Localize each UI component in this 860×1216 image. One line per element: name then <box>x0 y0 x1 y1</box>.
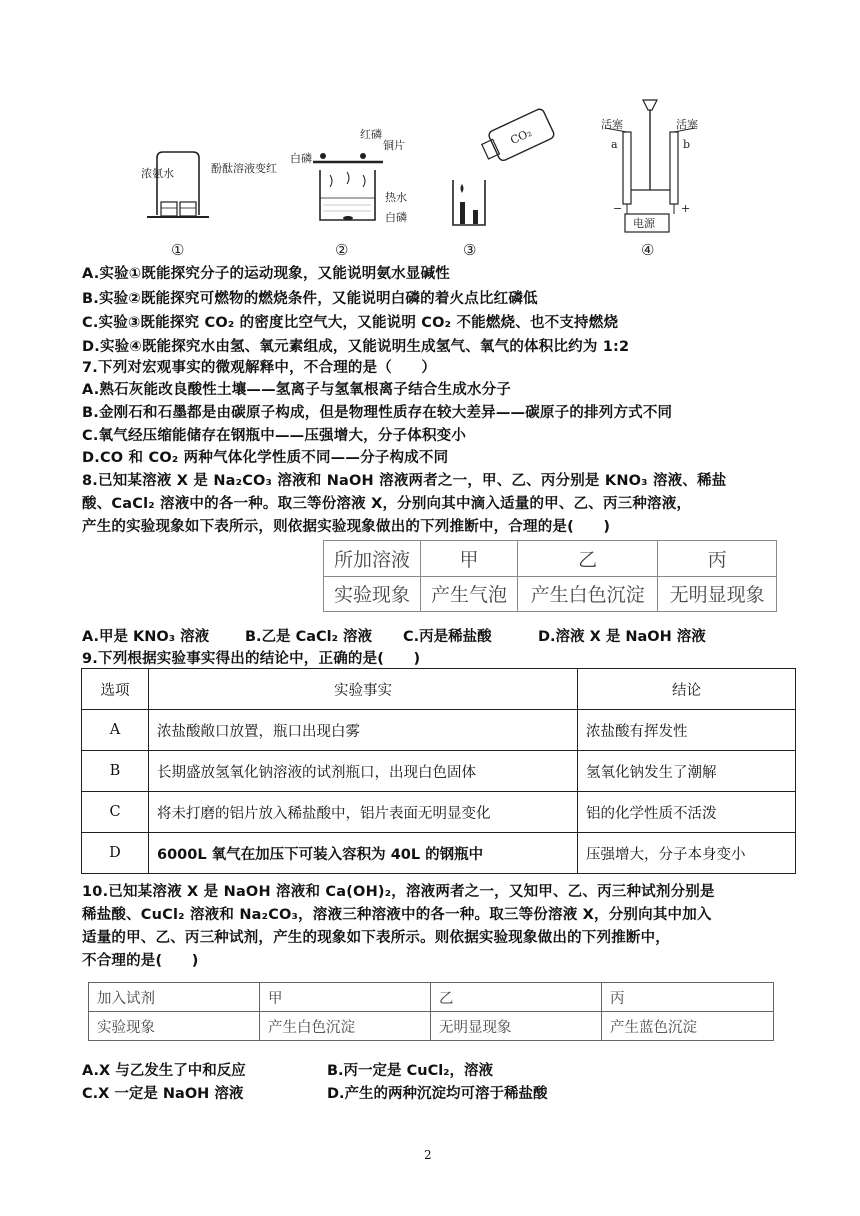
q9-cell: C <box>82 792 149 833</box>
q8-option-a: A.甲是 KNO₃ 溶液 <box>82 629 210 645</box>
q10-header-cell: 乙 <box>431 983 602 1012</box>
q8-cell: 无明显现象 <box>658 576 777 612</box>
q8-header-cell: 甲 <box>420 541 517 577</box>
q10-stem-line-1: 10.已知某溶液 X 是 NaOH 溶液和 Ca(OH)₂，溶液两者之一，又知甲、乙、丙三种试剂分别是 <box>82 884 715 900</box>
table-row <box>82 792 796 833</box>
q6-option-d: D.实验④既能探究水由氢、氧元素组成，又能说明生成氢气、氧气的体积比约为 1:2 <box>82 339 630 355</box>
q10-stem-line-4: 不合理的是( ) <box>82 953 199 969</box>
q9-header-cell: 实验事实 <box>149 669 578 710</box>
experiment-figure <box>135 90 698 260</box>
q8-cell: 产生气泡 <box>420 576 517 612</box>
q8-stem-line-1: 8.已知某溶液 X 是 Na₂CO₃ 溶液和 NaOH 溶液两者之一，甲、乙、丙分别是 KNO₃ 溶液、稀盐 <box>82 473 727 489</box>
q9-cell: 6000L 氧气在加压下可装入容积为 40L 的钢瓶中 <box>149 833 578 874</box>
q7-option-d: D.CO 和 CO₂ 两种气体化学性质不同——分子构成不同 <box>82 450 449 466</box>
exp4-plus-label: + <box>681 202 691 215</box>
q9-cell: 浓盐酸敞口放置，瓶口出现白雾 <box>149 710 578 751</box>
exp2-copper-label: 铜片 <box>383 139 405 152</box>
q9-cell: B <box>82 751 149 792</box>
exp1-left-label: 浓氨水 <box>141 167 174 180</box>
q8-cell: 实验现象 <box>324 576 421 612</box>
exp2-water-label: 热水 <box>385 191 407 204</box>
table-row <box>89 1012 774 1041</box>
experiment-1-apparatus <box>141 152 277 217</box>
q10-cell: 产生蓝色沉淀 <box>602 1012 774 1041</box>
q10-cell: 无明显现象 <box>431 1012 602 1041</box>
q9-table <box>81 668 796 874</box>
q10-cell: 实验现象 <box>89 1012 260 1041</box>
q7-option-a: A.熟石灰能改良酸性土壤——氢离子与氢氧根离子结合生成水分子 <box>82 382 511 398</box>
exp4-stopcock-left-label: 活塞 <box>601 118 623 131</box>
q9-cell: A <box>82 710 149 751</box>
page-number: 2 <box>424 1148 432 1162</box>
exp2-top-left-label: 白磷 <box>290 152 312 165</box>
q10-header-cell: 丙 <box>602 983 774 1012</box>
exp4-stopcock-right-label: 活塞 <box>676 118 698 131</box>
q9-cell: 压强增大，分子本身变小 <box>578 833 796 874</box>
caption-4: ④ <box>641 241 655 259</box>
caption-1: ① <box>171 241 185 259</box>
q9-cell: 长期盛放氢氧化钠溶液的试剂瓶口，出现白色固体 <box>149 751 578 792</box>
q9-cell: 浓盐酸有挥发性 <box>578 710 796 751</box>
q10-header-cell: 加入试剂 <box>89 983 260 1012</box>
q8-option-b: B.乙是 CaCl₂ 溶液 <box>245 629 373 645</box>
exp2-top-right-label: 红磷 <box>360 128 382 141</box>
q9-stem: 9.下列根据实验事实得出的结论中，正确的是( ) <box>82 651 421 667</box>
q8-option-d: D.溶液 X 是 NaOH 溶液 <box>538 629 706 645</box>
exp4-b-label: b <box>683 138 691 151</box>
q8-stem-line-2: 酸、CaCl₂ 溶液中的各一种。取三等份溶液 X，分别向其中滴入适量的甲、乙、丙三种溶液， <box>82 496 692 512</box>
q8-table <box>323 540 777 612</box>
q10-option-d: D.产生的两种沉淀均可溶于稀盐酸 <box>327 1086 548 1102</box>
q8-header-cell: 所加溶液 <box>324 541 421 577</box>
experiment-4-apparatus <box>601 100 698 232</box>
q9-cell: 氢氧化钠发生了潮解 <box>578 751 796 792</box>
q9-cell: 将未打磨的铝片放入稀盐酸中，铝片表面无明显变化 <box>149 792 578 833</box>
q9-cell: D <box>82 833 149 874</box>
q10-options-row-2 <box>82 1082 548 1103</box>
table-row <box>82 833 796 874</box>
exp3-gas-label: CO₂ <box>508 126 534 148</box>
exp4-power-label: 电源 <box>633 217 655 230</box>
q10-header-cell: 甲 <box>260 983 431 1012</box>
q9-cell: 铝的化学性质不活泼 <box>578 792 796 833</box>
q7-option-c: C.氧气经压缩能储存在钢瓶中——压强增大，分子体积变小 <box>82 428 467 444</box>
caption-2: ② <box>335 241 349 259</box>
table-row <box>82 710 796 751</box>
exp4-a-label: a <box>611 138 618 151</box>
q6-option-c: C.实验③既能探究 CO₂ 的密度比空气大，又能说明 CO₂ 不能燃烧、也不支持燃烧 <box>82 315 619 331</box>
experiment-2-apparatus <box>290 127 407 224</box>
table-row <box>89 983 774 1012</box>
q10-cell: 产生白色沉淀 <box>260 1012 431 1041</box>
q8-header-cell: 乙 <box>517 541 657 577</box>
q8-header-cell: 丙 <box>658 541 777 577</box>
q8-cell: 产生白色沉淀 <box>517 576 657 612</box>
q8-options <box>82 625 706 646</box>
exp2-bottom-label: 白磷 <box>385 211 407 224</box>
q10-stem-line-3: 适量的甲、乙、丙三种试剂，产生的现象如下表所示。则依据实验现象做出的下列推断中， <box>82 930 670 946</box>
table-row <box>324 541 777 577</box>
q6-option-b: B.实验②既能探究可燃物的燃烧条件，又能说明白磷的着火点比红磷低 <box>82 291 538 307</box>
q6-option-a: A.实验①既能探究分子的运动现象，又能说明氨水显碱性 <box>82 266 450 282</box>
q9-header-cell: 结论 <box>578 669 796 710</box>
table-row <box>82 751 796 792</box>
exp4-minus-label: − <box>613 202 623 215</box>
q10-option-a: A.X 与乙发生了中和反应 <box>82 1063 246 1079</box>
q10-table <box>88 982 774 1041</box>
q10-option-c: C.X 一定是 NaOH 溶液 <box>82 1086 244 1102</box>
q10-stem-line-2: 稀盐酸、CuCl₂ 溶液和 Na₂CO₃，溶液三种溶液中的各一种。取三等份溶液 X，分别向其中加入 <box>82 907 712 923</box>
experiment-3-apparatus <box>453 108 555 225</box>
exp1-right-label: 酚酞溶液变红 <box>211 162 277 175</box>
q8-stem-line-3: 产生的实验现象如下表所示，则依据实验现象做出的下列推断中，合理的是( ) <box>82 519 611 535</box>
q8-option-c: C.丙是稀盐酸 <box>403 629 492 645</box>
q7-option-b: B.金刚石和石墨都是由碳原子构成，但是物理性质存在较大差异——碳原子的排列方式不同 <box>82 405 673 421</box>
table-row <box>324 576 777 612</box>
table-row <box>82 669 796 710</box>
q10-options-row-1 <box>82 1059 493 1080</box>
q9-header-cell: 选项 <box>82 669 149 710</box>
q10-option-b: B.丙一定是 CuCl₂，溶液 <box>327 1063 494 1079</box>
caption-3: ③ <box>463 241 477 259</box>
q7-stem: 7.下列对宏观事实的微观解释中，不合理的是（ ） <box>82 360 437 376</box>
